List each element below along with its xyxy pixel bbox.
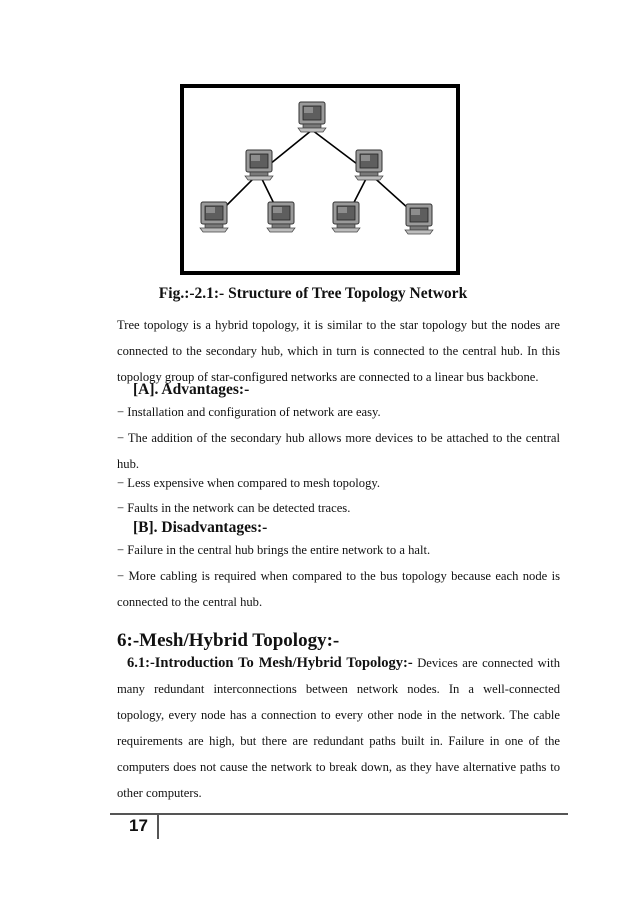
computer-icon: [332, 202, 360, 232]
figure-caption-text: Fig.:-2.1:- Structure of Tree Topology Network: [158, 285, 468, 302]
section-title: 6:-Mesh/Hybrid Topology:-: [117, 630, 340, 651]
computer-icon: [245, 150, 273, 180]
advantage-item: − Faults in the network can be detected traces.: [117, 501, 351, 515]
advantages-heading: [A]. Advantages:-: [133, 381, 250, 398]
computer-icon: [200, 202, 228, 232]
tree-topology-diagram: [184, 88, 456, 271]
disadvantage-item: − More cabling is required when compared to the bus topology because each node is connected to the central hub.: [117, 569, 560, 609]
intro-paragraph: Tree topology is a hybrid topology, it is similar to the star topology but the nodes are connected to the secondary hub, which in turn is connected to the central hub. In this topology group of star-configured networks are connected to a linear bus backbone.: [117, 318, 560, 384]
advantage-item: − Less expensive when compared to mesh topology.: [117, 476, 380, 490]
network-links: [214, 130, 419, 218]
computer-icon: [267, 202, 295, 232]
section-paragraph: [117, 650, 560, 806]
figure-caption: [0, 285, 638, 303]
advantage-item: − The addition of the secondary hub allows more devices to be attached to the central hub.: [117, 431, 560, 471]
computer-icon: [405, 204, 433, 234]
disadvantage-item: − Failure in the central hub brings the entire network to a halt.: [117, 543, 431, 557]
footer-divider: [157, 813, 159, 839]
subsection-heading: 6.1:-Introduction To Mesh/Hybrid Topology:-: [127, 655, 413, 671]
subsection-text: Devices are connected with many redundant interconnections between network nodes. In a well-connected topology, every node has a connection to every other node in the network. The cable requirements are high, but there are redundant paths built in. Failure in one of the computers does not cause the network to break down, as they have alternative paths to other computers.: [117, 656, 560, 800]
disadvantages-heading: [B]. Disadvantages:-: [133, 519, 268, 536]
tree-topology-figure: [180, 84, 460, 275]
advantage-item: − Installation and configuration of network are easy.: [117, 405, 381, 419]
page-number: 17: [129, 816, 148, 835]
footer-rule: [110, 813, 568, 815]
computer-icon: [298, 102, 326, 132]
computer-icon: [355, 150, 383, 180]
